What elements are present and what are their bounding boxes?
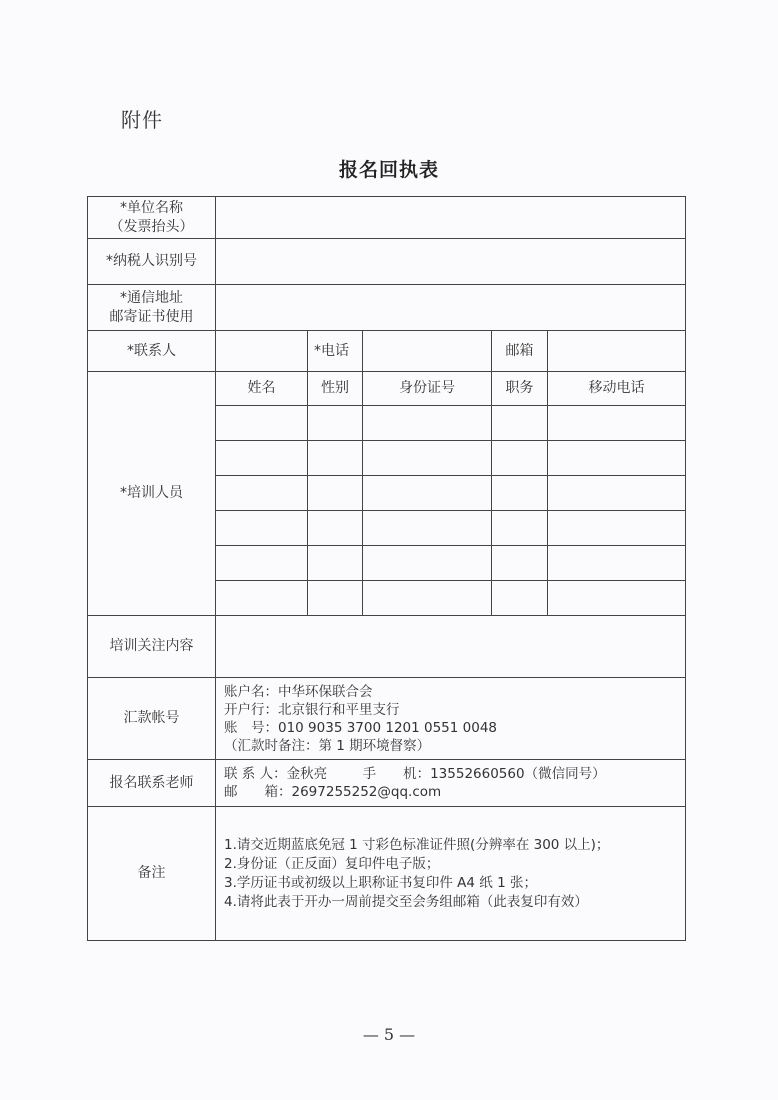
trainee-col-name: 姓名 <box>216 372 308 406</box>
training-focus-row <box>88 616 686 678</box>
unit-name-label-line1: *单位名称 <box>120 199 183 216</box>
trainee-position-cell[interactable] <box>492 581 548 616</box>
notes-line: 4.请将此表于开办一周前提交至会务组邮箱（此表复印有效） <box>224 893 588 910</box>
tax-id-label: *纳税人识别号 <box>88 239 216 285</box>
trainee-gender-cell[interactable] <box>308 441 363 476</box>
email-label: 邮箱 <box>492 331 548 372</box>
remittance-row <box>88 678 686 760</box>
page-number: — 5 — <box>362 1025 416 1044</box>
remittance-note: （汇款时备注：第 1 期环境督察） <box>224 737 431 754</box>
trainee-name-cell[interactable] <box>216 511 308 546</box>
contact-person-label: *联系人 <box>88 331 216 372</box>
trainee-col-gender: 性别 <box>308 372 363 406</box>
attachment-label: 附件 <box>121 108 163 132</box>
trainee-col-id-number: 身份证号 <box>363 372 492 406</box>
teacher-label: 报名联系老师 <box>88 760 216 807</box>
phone-field[interactable] <box>363 331 492 372</box>
trainee-name-cell[interactable] <box>216 441 308 476</box>
remittance-info <box>216 678 686 760</box>
phone-label: *电话 <box>308 331 363 372</box>
trainee-name-cell[interactable] <box>216 476 308 511</box>
form-title: 报名回执表 <box>338 159 439 181</box>
email-field[interactable] <box>548 331 686 372</box>
teacher-contact-name: 金秋亮 <box>286 766 328 782</box>
notes-content <box>216 807 686 941</box>
remittance-label: 汇款帐号 <box>88 678 216 760</box>
contact-person-field[interactable] <box>216 331 308 372</box>
trainee-id-cell[interactable] <box>363 581 492 616</box>
training-focus-label: 培训关注内容 <box>88 616 216 678</box>
teacher-mobile-label: 手 机： <box>362 766 431 782</box>
trainee-name-cell[interactable] <box>216 581 308 616</box>
trainee-id-cell[interactable] <box>363 441 492 476</box>
trainee-mobile-cell[interactable] <box>548 546 686 581</box>
tax-id-field[interactable] <box>216 239 686 285</box>
trainee-gender-cell[interactable] <box>308 511 363 546</box>
trainee-mobile-cell[interactable] <box>548 511 686 546</box>
trainee-gender-cell[interactable] <box>308 476 363 511</box>
trainee-id-cell[interactable] <box>363 406 492 441</box>
unit-name-label <box>88 197 216 239</box>
trainee-id-cell[interactable] <box>363 511 492 546</box>
notes-line: 2.身份证（正反面）复印件电子版； <box>224 855 440 872</box>
notes-line: 3.学历证书或初级以上职称证书复印件 A4 纸 1 张； <box>224 874 537 891</box>
trainee-mobile-cell[interactable] <box>548 441 686 476</box>
unit-name-row <box>88 197 686 239</box>
trainee-header-row <box>88 372 686 406</box>
address-label-line2: 邮寄证书使用 <box>109 308 194 325</box>
address-label <box>88 285 216 331</box>
training-focus-field[interactable] <box>216 616 686 678</box>
remittance-account-name: 账户名：中华环保联合会 <box>224 683 373 700</box>
teacher-email-label: 邮 箱： <box>224 784 292 800</box>
teacher-email-value[interactable]: 2697255252@qq.com <box>291 784 442 800</box>
teacher-mobile-value: 13552660560（微信同号） <box>430 766 606 782</box>
tax-id-row <box>88 239 686 285</box>
trainee-name-cell[interactable] <box>216 546 308 581</box>
address-row <box>88 285 686 331</box>
trainee-gender-cell[interactable] <box>308 581 363 616</box>
teacher-contact-info <box>216 760 686 807</box>
unit-name-field[interactable] <box>216 197 686 239</box>
teacher-contact-label: 联 系 人： <box>224 766 287 782</box>
trainee-col-mobile: 移动电话 <box>548 372 686 406</box>
notes-row <box>88 807 686 941</box>
trainee-id-cell[interactable] <box>363 476 492 511</box>
trainee-gender-cell[interactable] <box>308 546 363 581</box>
remittance-bank: 开户行：北京银行和平里支行 <box>224 701 400 718</box>
trainee-col-position: 职务 <box>492 372 548 406</box>
trainee-mobile-cell[interactable] <box>548 476 686 511</box>
trainees-label: *培训人员 <box>88 372 216 616</box>
trainee-position-cell[interactable] <box>492 441 548 476</box>
trainee-id-cell[interactable] <box>363 546 492 581</box>
trainee-position-cell[interactable] <box>492 476 548 511</box>
address-label-line1: *通信地址 <box>120 289 183 306</box>
trainee-mobile-cell[interactable] <box>548 581 686 616</box>
trainee-gender-cell[interactable] <box>308 406 363 441</box>
unit-name-label-line2: （发票抬头） <box>109 218 194 235</box>
notes-label: 备注 <box>88 807 216 941</box>
address-field[interactable] <box>216 285 686 331</box>
notes-line: 1.请交近期蓝底免冠 1 寸彩色标准证件照(分辨率在 300 以上)； <box>224 836 610 853</box>
trainee-position-cell[interactable] <box>492 406 548 441</box>
trainee-mobile-cell[interactable] <box>548 406 686 441</box>
contact-row <box>88 331 686 372</box>
remittance-account-number: 账 号：010 9035 3700 1201 0551 0048 <box>224 719 498 736</box>
registration-form-table <box>87 196 686 941</box>
trainee-position-cell[interactable] <box>492 546 548 581</box>
trainee-position-cell[interactable] <box>492 511 548 546</box>
teacher-contact-row <box>88 760 686 807</box>
trainee-name-cell[interactable] <box>216 406 308 441</box>
